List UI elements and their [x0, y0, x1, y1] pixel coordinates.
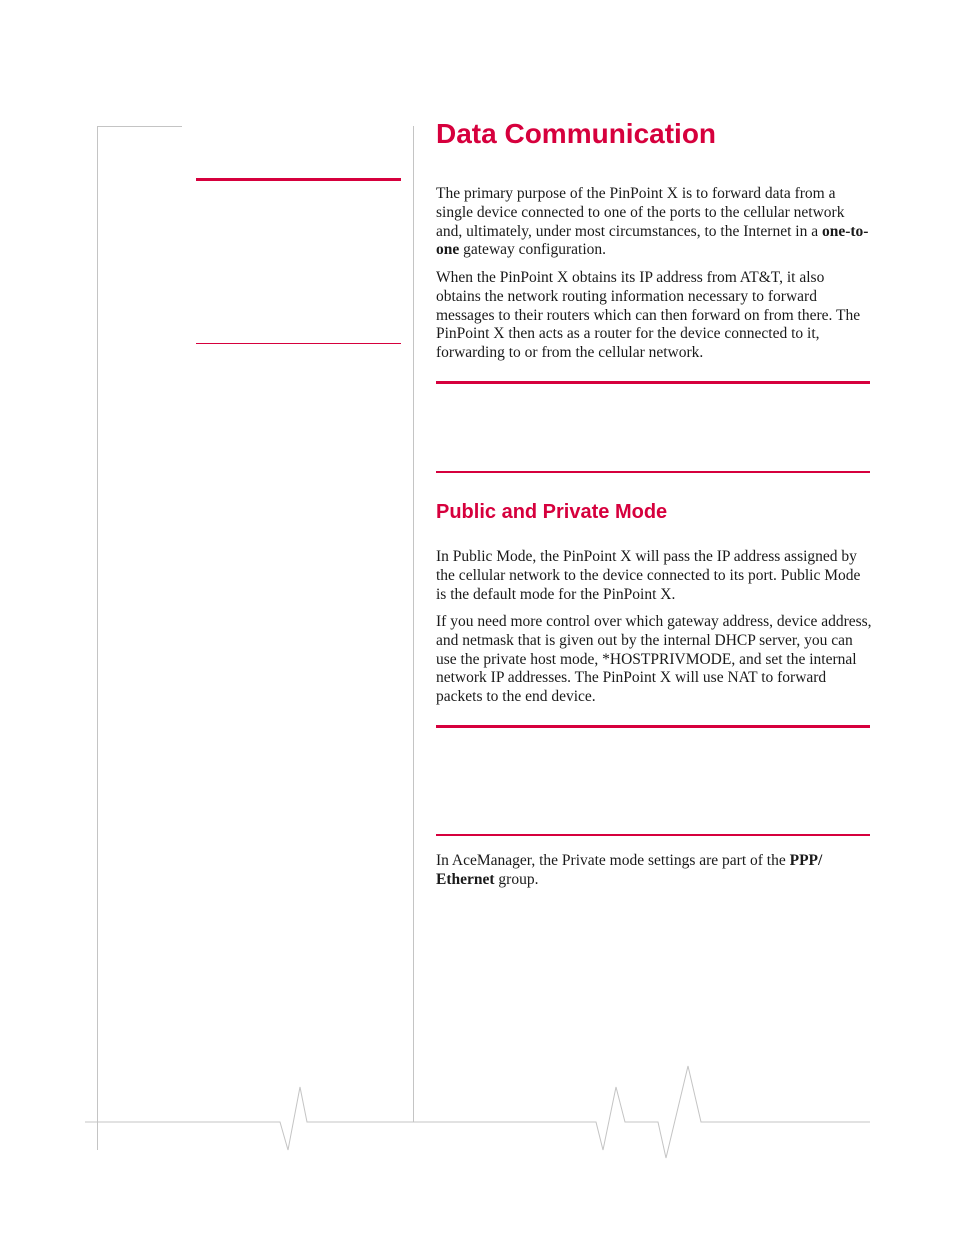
section-heading: Public and Private Mode [436, 501, 668, 523]
intro-p1-text: The primary purpose of the PinPoint X is to forward data from a single device connected to one of the ports to the cellular network and, ultimately, under most circumstances, to the Internet in a [436, 185, 845, 240]
page-title: Data Communication [436, 118, 717, 149]
intro-p1-tail: gateway configuration. [459, 241, 607, 259]
public-mode-paragraph: In Public Mode, the PinPoint X will pass the IP address assigned by the cellular network to the device connected to its port. Public Mode is the default mode for the PinPoint X. [436, 548, 861, 603]
intro-paragraph-2: When the PinPoint X obtains its IP address from AT&T, it also obtains the network routing information necessary to forward messages to their routers which can then forward on from there. The PinPoint X then acts as a router for the device connected to it, forwarding to or from the cellular network. [436, 269, 861, 362]
ppp-ethernet-term: PPP/ Ethernet [436, 852, 823, 888]
acemanager-text: In AceManager, the Private mode settings are part of the [436, 852, 790, 869]
acemanager-tail: group. [494, 870, 539, 888]
one-to-one-term: one-to-one [436, 222, 869, 259]
private-mode-paragraph: If you need more control over which gateway address, device address, and netmask that is given out by the internal DHCP server, you can use the private host mode, *HOSTPRIVMODE, and set the internal network IP addresses. The PinPoint X will use NAT to forward packets to the end device. [436, 613, 872, 706]
